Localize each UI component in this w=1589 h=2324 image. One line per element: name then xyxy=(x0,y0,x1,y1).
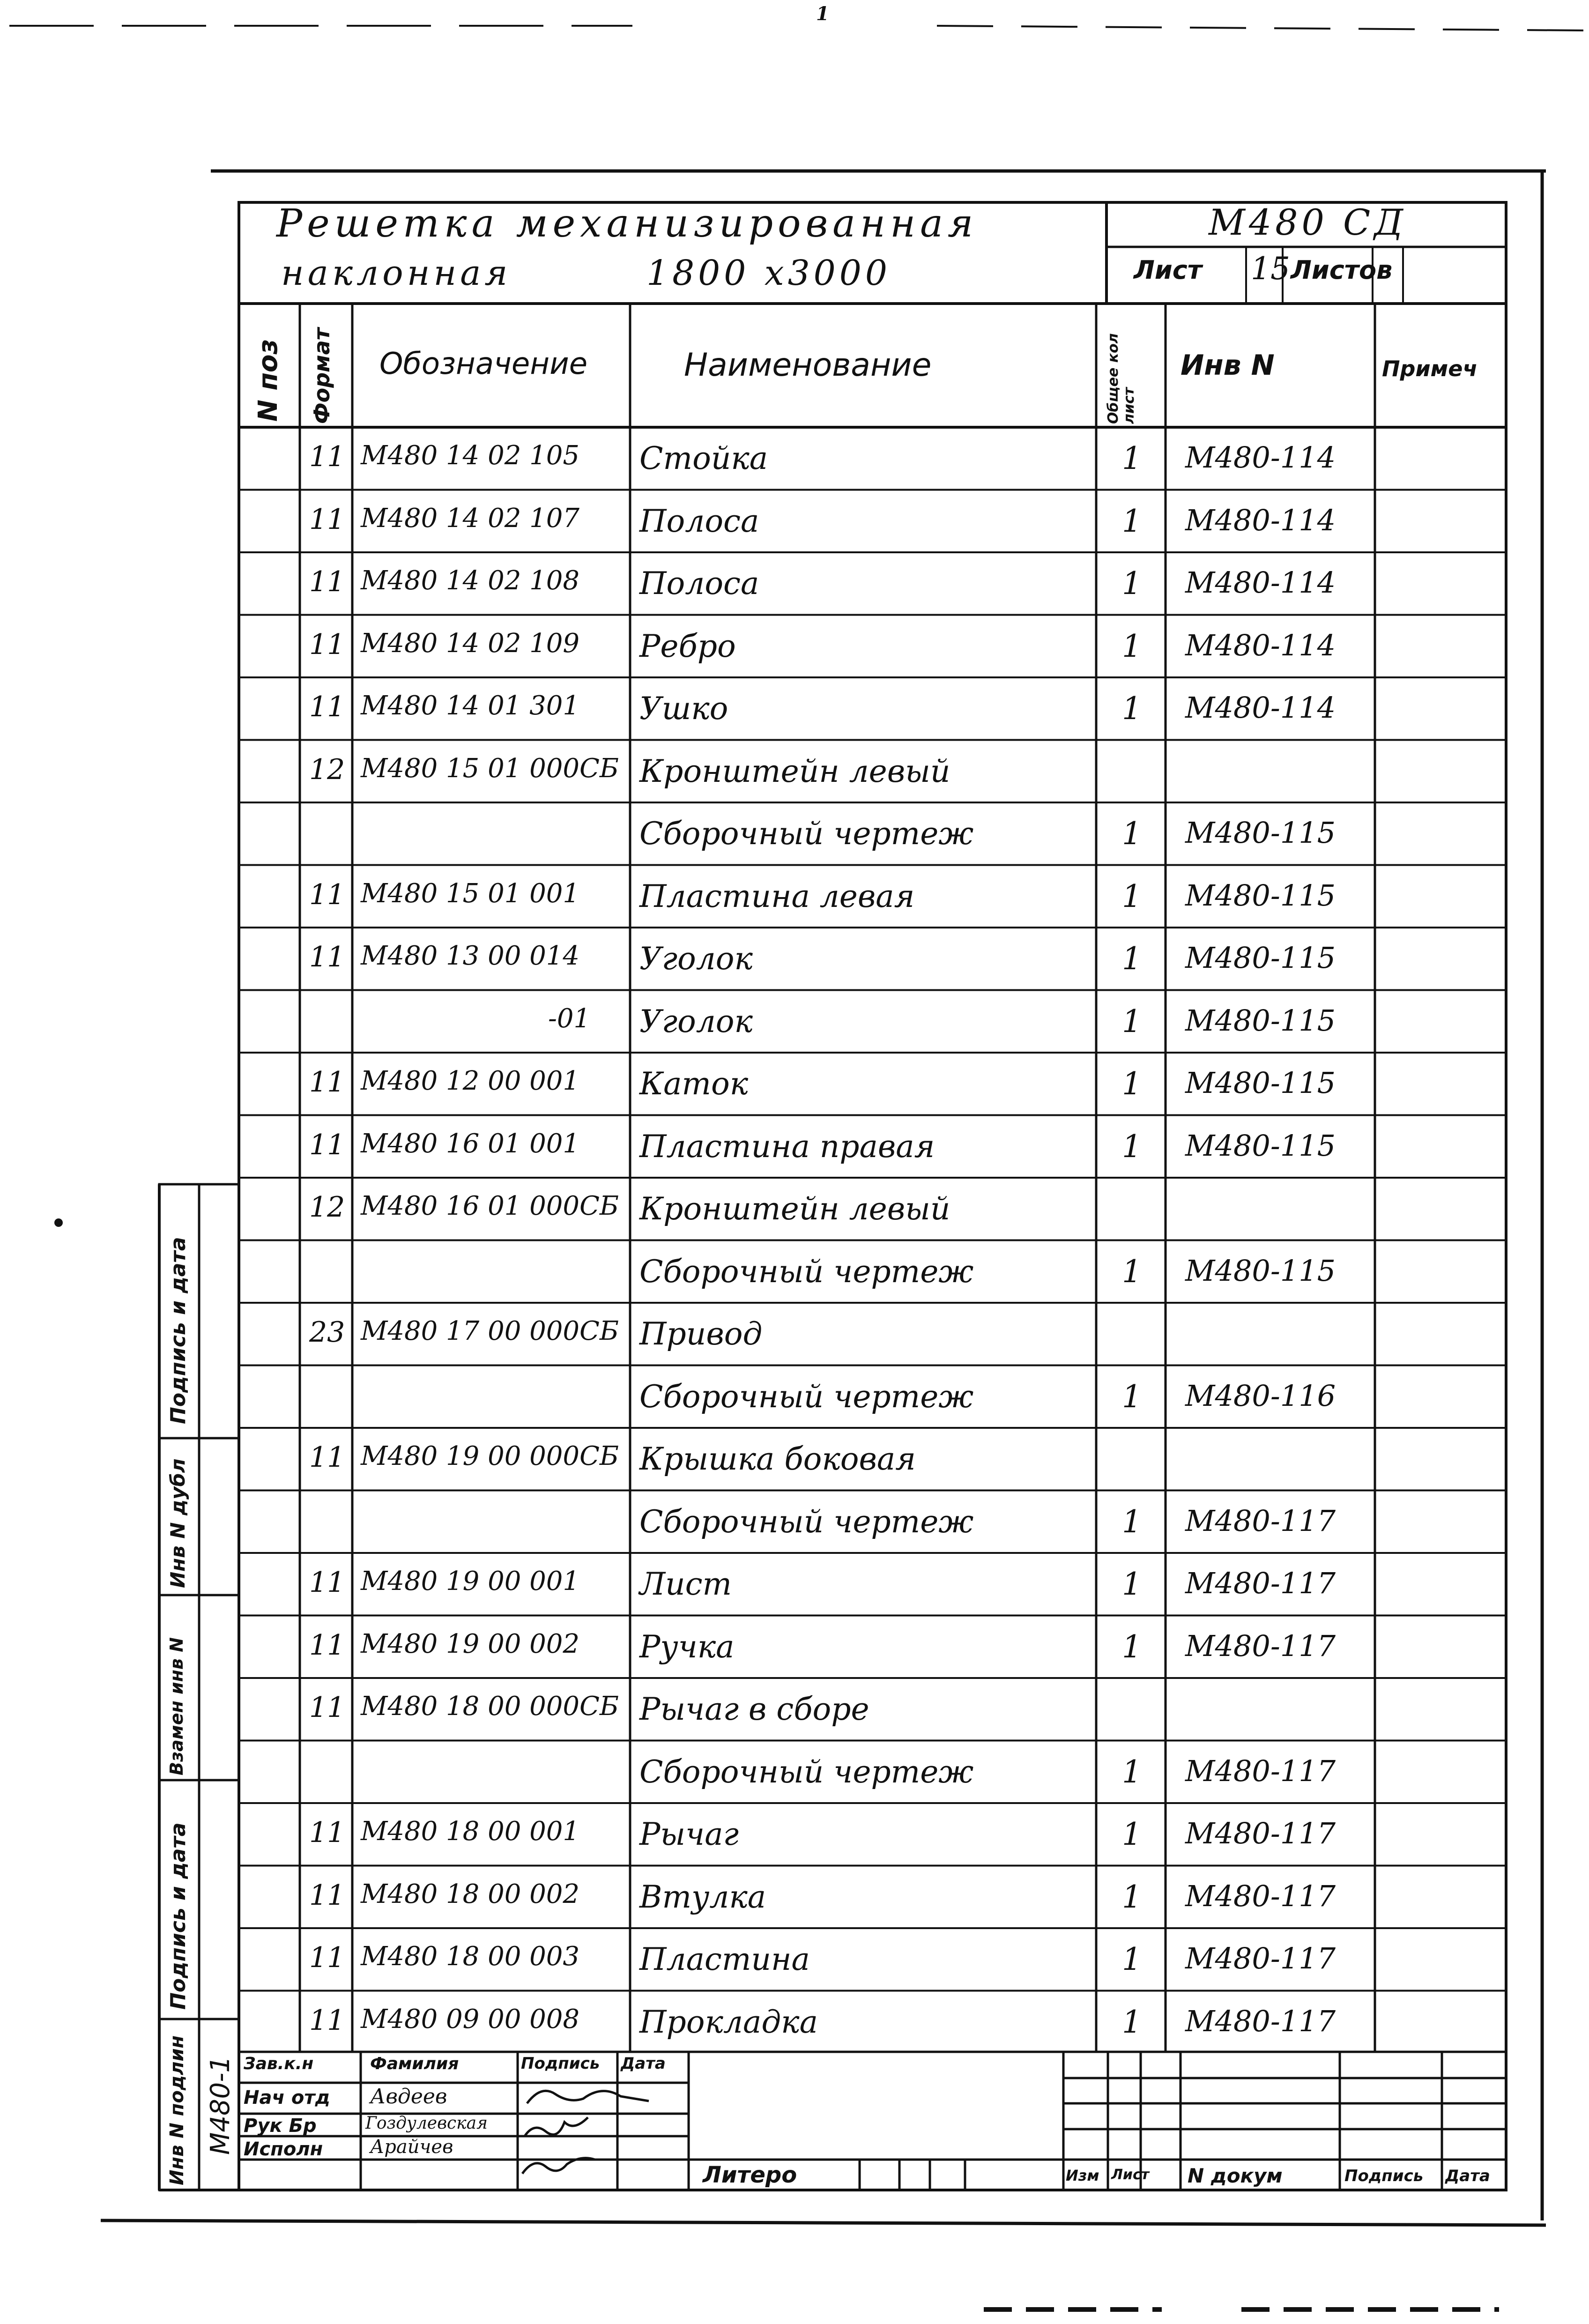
row-inv: М480-117 xyxy=(1185,1503,1336,1538)
row-designation: М480 19 00 000СБ xyxy=(361,1441,619,1471)
tb-surname-header: Фамилия xyxy=(370,2054,459,2073)
row-inv: М480-116 xyxy=(1185,1378,1336,1413)
col-header-name: Наименование xyxy=(684,347,932,384)
row-name: Пластина правая xyxy=(639,1128,935,1165)
row-designation: М480 14 01 301 xyxy=(361,691,580,721)
sheets-label: Листов xyxy=(1291,255,1393,285)
table-row xyxy=(239,1303,1506,1366)
side-signature-date: Подпись и дата xyxy=(166,1237,190,1424)
row-format: 11 xyxy=(309,691,345,723)
row-inv: М480-115 xyxy=(1185,1253,1336,1288)
tb-role-3: Исполн xyxy=(244,2138,323,2160)
row-qty: 1 xyxy=(1122,1753,1142,1790)
row-name: Ушко xyxy=(639,691,728,727)
doc-code: М480 СД xyxy=(1209,201,1407,243)
row-inv: М480-115 xyxy=(1185,1066,1336,1100)
row-inv: М480-115 xyxy=(1185,816,1336,850)
table-row xyxy=(239,1178,1506,1240)
row-qty: 1 xyxy=(1122,1003,1142,1039)
row-name: Полоса xyxy=(639,565,759,601)
signature-scribbles xyxy=(522,2091,649,2174)
row-format: 11 xyxy=(309,2004,345,2037)
row-name: Сборочный чертеж xyxy=(639,1253,974,1290)
row-name: Сборочный чертеж xyxy=(639,816,974,852)
row-format: 11 xyxy=(309,1879,345,1912)
row-qty: 1 xyxy=(1122,1503,1142,1540)
row-name: Каток xyxy=(639,1066,749,1102)
row-format: 11 xyxy=(309,503,345,536)
row-name: Прокладка xyxy=(639,2004,818,2040)
row-format: 11 xyxy=(309,1816,345,1849)
table-row xyxy=(239,1491,1506,1553)
table-row xyxy=(239,1928,1506,1991)
row-format: 12 xyxy=(309,1191,345,1224)
row-format: 11 xyxy=(309,1441,345,1474)
row-inv: М480-117 xyxy=(1185,1879,1336,1913)
page-number: 1 xyxy=(816,3,829,25)
row-inv: М480-114 xyxy=(1185,440,1336,475)
row-qty: 1 xyxy=(1122,2004,1142,2040)
table-row xyxy=(239,490,1506,553)
col-header-inv: Инв N xyxy=(1181,349,1275,382)
tb-surname-2: Гоздулевская xyxy=(365,2114,488,2133)
row-designation: -01 xyxy=(548,1003,591,1034)
row-designation: М480 18 00 003 xyxy=(361,1941,580,1972)
row-qty: 1 xyxy=(1122,941,1142,977)
row-name: Пластина xyxy=(639,1941,810,1977)
tb-rev-date: Дата xyxy=(1445,2167,1490,2185)
row-inv: М480-115 xyxy=(1185,878,1336,913)
row-qty: 1 xyxy=(1122,1816,1142,1852)
row-designation: М480 13 00 014 xyxy=(361,941,580,971)
row-name: Стойка xyxy=(639,440,768,476)
tb-litera-label: Литеро xyxy=(703,2162,797,2188)
row-qty: 1 xyxy=(1122,1879,1142,1915)
row-name: Сборочный чертеж xyxy=(639,1503,974,1540)
row-qty: 1 xyxy=(1122,565,1142,601)
row-format: 23 xyxy=(309,1316,345,1349)
row-designation: М480 15 01 001 xyxy=(361,878,580,909)
row-designation: М480 18 00 000СБ xyxy=(361,1691,619,1722)
tb-surname-1: Авдеев xyxy=(370,2085,447,2109)
row-inv: М480-114 xyxy=(1185,503,1336,537)
row-qty: 1 xyxy=(1122,1628,1142,1665)
tb-role-2: Рук Бр xyxy=(244,2115,317,2137)
table-row xyxy=(239,1553,1506,1616)
row-name: Пластина левая xyxy=(639,878,915,914)
row-name: Привод xyxy=(639,1316,763,1352)
side-inv-podl: Инв N подлин xyxy=(166,2035,188,2185)
row-inv: М480-117 xyxy=(1185,1753,1336,1788)
table-row xyxy=(239,740,1506,803)
table-row xyxy=(239,1115,1506,1178)
table-row xyxy=(239,1678,1506,1741)
row-qty: 1 xyxy=(1122,1378,1142,1415)
table-row xyxy=(239,802,1506,865)
row-qty: 1 xyxy=(1122,1253,1142,1290)
row-designation: М480 14 02 108 xyxy=(361,565,580,596)
table-row xyxy=(239,1366,1506,1428)
row-qty: 1 xyxy=(1122,1566,1142,1602)
row-name: Ребро xyxy=(639,628,736,664)
table-row xyxy=(239,1803,1506,1866)
row-inv: М480-115 xyxy=(1185,1003,1336,1038)
row-designation: М480 15 01 000СБ xyxy=(361,753,619,784)
row-designation: М480 14 02 105 xyxy=(361,440,580,471)
row-name: Уголок xyxy=(639,941,753,977)
row-inv: М480-115 xyxy=(1185,941,1336,975)
table-row xyxy=(239,1991,1506,2054)
row-format: 11 xyxy=(309,1566,345,1599)
row-qty: 1 xyxy=(1122,1941,1142,1977)
row-name: Уголок xyxy=(639,1003,753,1039)
tb-role-1: Нач отд xyxy=(244,2087,330,2109)
row-designation: М480 14 02 107 xyxy=(361,503,580,534)
row-inv: М480-117 xyxy=(1185,1566,1336,1600)
row-format: 11 xyxy=(309,565,345,598)
row-designation: М480 18 00 001 xyxy=(361,1816,580,1847)
col-header-format: Формат xyxy=(309,327,334,424)
row-qty: 1 xyxy=(1122,1128,1142,1165)
doc-title-line2: наклонная xyxy=(281,253,512,293)
row-designation: М480 16 01 001 xyxy=(361,1128,580,1159)
row-format: 11 xyxy=(309,1691,345,1724)
doc-title-line1: Решетка механизированная xyxy=(276,201,978,246)
row-format: 11 xyxy=(309,1628,345,1662)
tb-rev-list: Лист xyxy=(1111,2167,1150,2183)
side-vzam-inv: Взамен инв N xyxy=(166,1637,187,1775)
sheet-number: 15 xyxy=(1251,251,1290,287)
row-inv: М480-117 xyxy=(1185,2004,1336,2038)
side-inv-podl-value: М480-1 xyxy=(205,2056,236,2155)
col-header-note: Примеч xyxy=(1382,356,1478,381)
row-format: 11 xyxy=(309,1066,345,1099)
table-row xyxy=(239,615,1506,678)
tb-rev-sign: Подпись xyxy=(1344,2167,1424,2185)
row-name: Сборочный чертеж xyxy=(639,1753,974,1790)
row-inv: М480-115 xyxy=(1185,1128,1336,1163)
table-row xyxy=(239,1866,1506,1929)
row-format: 11 xyxy=(309,878,345,911)
side-inv-dupl: Инв N дубл xyxy=(166,1458,189,1588)
table-row xyxy=(239,427,1506,490)
row-format: 11 xyxy=(309,440,345,473)
row-name: Кронштейн левый xyxy=(639,753,950,789)
row-qty: 1 xyxy=(1122,691,1142,727)
row-qty: 1 xyxy=(1122,503,1142,539)
doc-dimensions: 1800 x3000 xyxy=(646,253,891,293)
table-row xyxy=(239,990,1506,1053)
sheet-label: Лист xyxy=(1134,255,1202,285)
row-designation: М480 18 00 002 xyxy=(361,1879,580,1909)
table-row xyxy=(239,1616,1506,1678)
table-row xyxy=(239,1741,1506,1804)
row-format: 11 xyxy=(309,941,345,973)
table-row xyxy=(239,928,1506,990)
table-row xyxy=(239,552,1506,615)
row-name: Крышка боковая xyxy=(639,1441,916,1477)
col-header-pos: N поз xyxy=(253,339,283,422)
row-designation: М480 14 02 109 xyxy=(361,628,580,659)
table-row xyxy=(239,1053,1506,1115)
row-qty: 1 xyxy=(1122,1066,1142,1102)
row-designation: М480 19 00 002 xyxy=(361,1628,580,1659)
row-qty: 1 xyxy=(1122,878,1142,914)
row-inv: М480-117 xyxy=(1185,1941,1336,1975)
row-name: Сборочный чертеж xyxy=(639,1378,974,1415)
row-name: Рычаг xyxy=(639,1816,739,1852)
tb-rev-izm: Изм xyxy=(1066,2167,1099,2184)
tb-date-header: Дата xyxy=(621,2054,666,2073)
table-row xyxy=(239,865,1506,928)
row-name: Рычаг в сборе xyxy=(639,1691,869,1727)
row-qty: 1 xyxy=(1122,440,1142,476)
row-name: Полоса xyxy=(639,503,759,539)
row-inv: М480-114 xyxy=(1185,691,1336,725)
row-designation: М480 17 00 000СБ xyxy=(361,1316,619,1346)
tb-surname-3: Арайчев xyxy=(370,2136,453,2158)
row-designation: М480 12 00 001 xyxy=(361,1066,580,1096)
row-designation: М480 09 00 008 xyxy=(361,2004,580,2034)
row-name: Ручка xyxy=(639,1628,735,1665)
row-inv: М480-117 xyxy=(1185,1628,1336,1663)
row-qty: 1 xyxy=(1122,816,1142,852)
row-designation: М480 16 01 000СБ xyxy=(361,1191,619,1221)
row-format: 12 xyxy=(309,753,345,786)
table-row xyxy=(239,1240,1506,1303)
row-inv: М480-114 xyxy=(1185,628,1336,662)
row-format: 11 xyxy=(309,1128,345,1161)
col-header-qty: Общее кол лист xyxy=(1105,333,1137,424)
table-row xyxy=(239,677,1506,740)
col-header-designation: Обозначение xyxy=(379,347,588,381)
row-inv: М480-117 xyxy=(1185,1816,1336,1850)
row-name: Лист xyxy=(639,1566,732,1602)
table-row xyxy=(239,1428,1506,1491)
tb-rev-ndoc: N докум xyxy=(1188,2164,1283,2187)
row-format: 11 xyxy=(309,628,345,661)
row-format: 11 xyxy=(309,1941,345,1974)
row-inv: М480-114 xyxy=(1185,565,1336,600)
row-name: Кронштейн левый xyxy=(639,1191,950,1227)
side-signature-date-2: Подпись и дата xyxy=(166,1822,190,2010)
row-designation: М480 19 00 001 xyxy=(361,1566,580,1596)
row-qty: 1 xyxy=(1122,628,1142,664)
tb-sign-header: Подпись xyxy=(521,2054,600,2073)
row-name: Втулка xyxy=(639,1879,766,1915)
tb-role-header: Зав.к.н xyxy=(244,2054,314,2073)
